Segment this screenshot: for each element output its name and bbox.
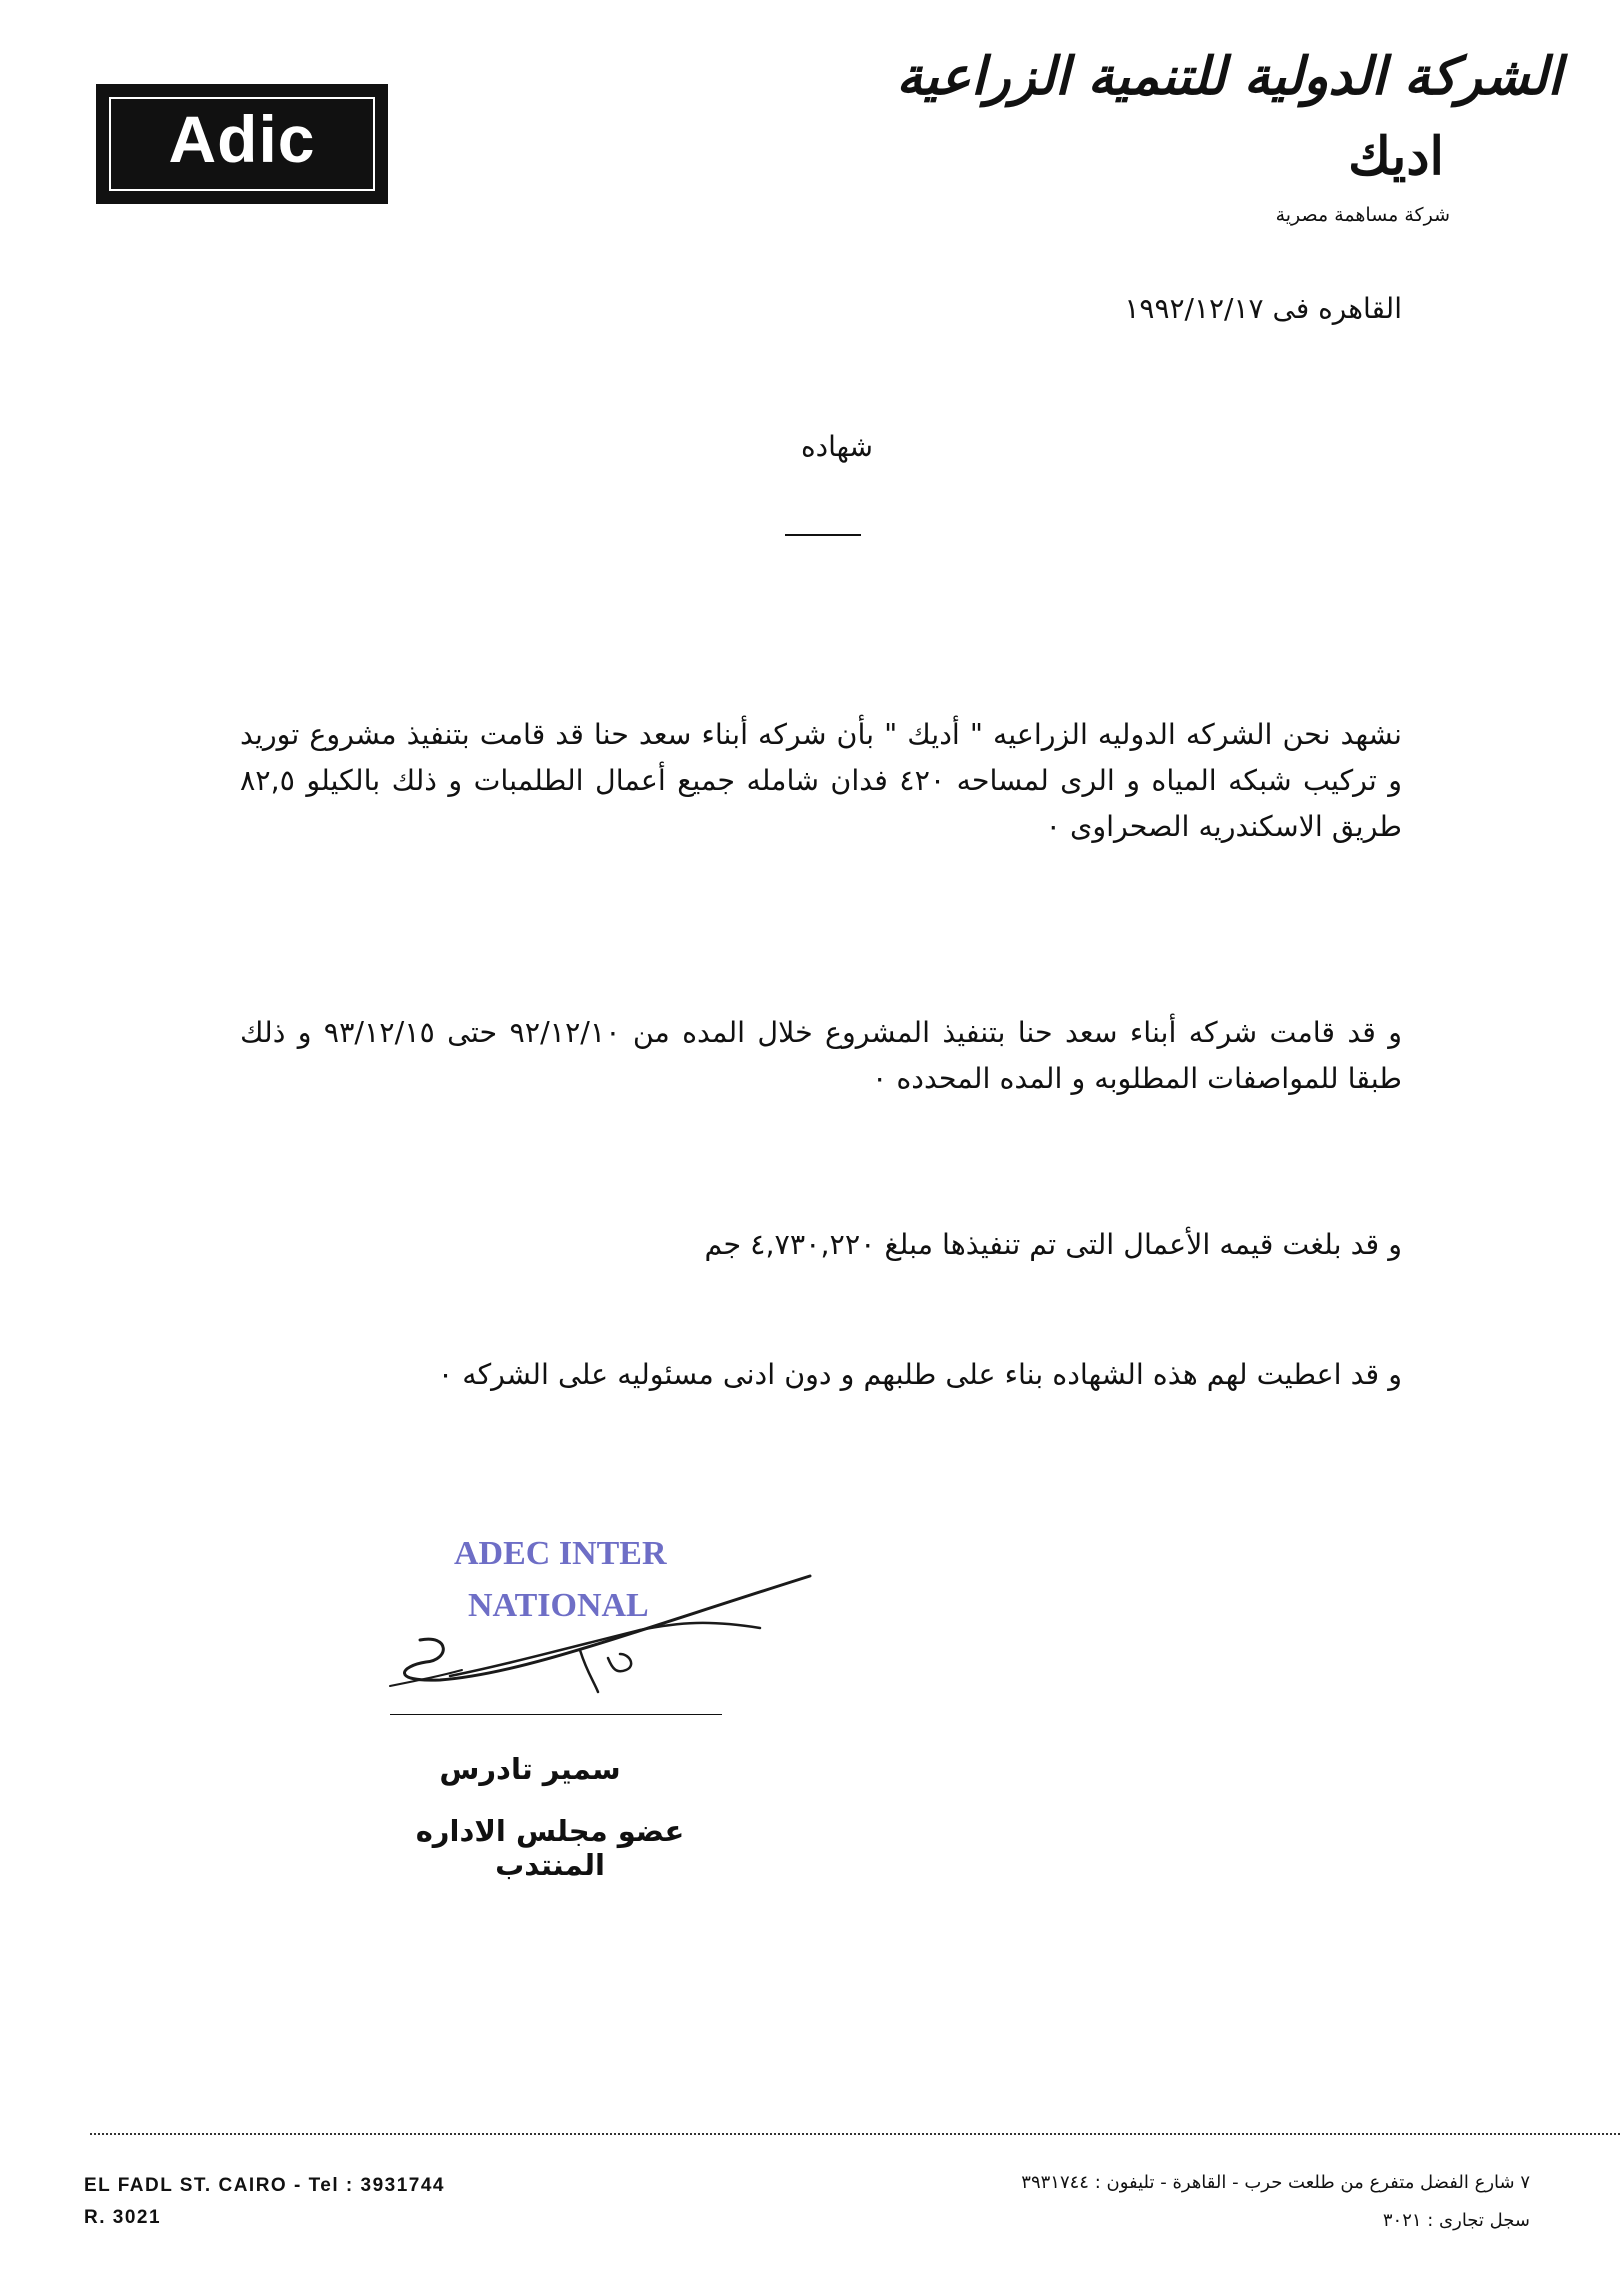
body-paragraph: و قد قامت شركه أبناء سعد حنا بتنفيذ المشروع خلال المده من ٩٢/١٢/١٠ حتى ٩٣/١٢/١٥ و ذلك طبقا للمواصفات المطلوبه و المده المحدده ٠ (240, 1016, 1403, 1095)
company-type: شركة مساهمة مصرية (1275, 204, 1450, 226)
footer-registry-line: سجل تجارى : ٣٠٢١ (1382, 2210, 1530, 2231)
body-paragraph: نشهد نحن الشركه الدوليه الزراعيه " أديك " بأن شركه أبناء سعد حنا قد قامت بتنفيذ مشروع توريد و تركيب شبكه المياه و الرى لمساحه ٤٢٠ فدان شامله جميع أعمال الطلمبات و ذلك بالكيلو ٨٢,٥ طريق الاسكندريه الصحراوى ٠ (240, 718, 1402, 843)
certificate-title: شهاده (800, 430, 874, 463)
company-name-arabic: الشركة الدولية للتنمية الزراعية (896, 46, 1562, 107)
body-paragraph: و قد اعطيت لهم هذه الشهاده بناء على طلبهم و دون ادنى مسئوليه على الشركه ٠ (437, 1358, 1402, 1391)
handwritten-signature (380, 1570, 830, 1710)
company-short-name: اديك (1348, 126, 1444, 187)
stamp-line: ADEC INTER (454, 1535, 667, 1572)
signature-line (390, 1714, 722, 1715)
letter-date: القاهره فى ١٩٩٢/١٢/١٧ (1124, 292, 1402, 325)
footer-address-english (84, 2170, 445, 2234)
signer-name: سمير تادرس (439, 1752, 621, 1786)
footer-address-line: EL FADL ST. CAIRO - Tel : 3931744 (84, 2175, 445, 2196)
logo-text: Adic (168, 102, 316, 176)
body-paragraph: و قد بلغت قيمه الأعمال التى تم تنفيذها مبلغ ٤,٧٣٠,٢٢٠ جم (704, 1228, 1402, 1261)
stamp-line: NATIONAL (468, 1587, 649, 1624)
footer-divider (90, 2133, 1620, 2135)
signer-title: عضو مجلس الاداره المنتدب (415, 1814, 685, 1882)
footer-address-arabic (1021, 2164, 1530, 2240)
title-underline (785, 534, 861, 536)
footer-registry-line: R. 3021 (84, 2207, 162, 2228)
company-logo (96, 84, 388, 204)
footer-address-line: ٧ شارع الفضل متفرع من طلعت حرب - القاهرة - تليفون : ٣٩٣١٧٤٤ (1021, 2172, 1530, 2193)
